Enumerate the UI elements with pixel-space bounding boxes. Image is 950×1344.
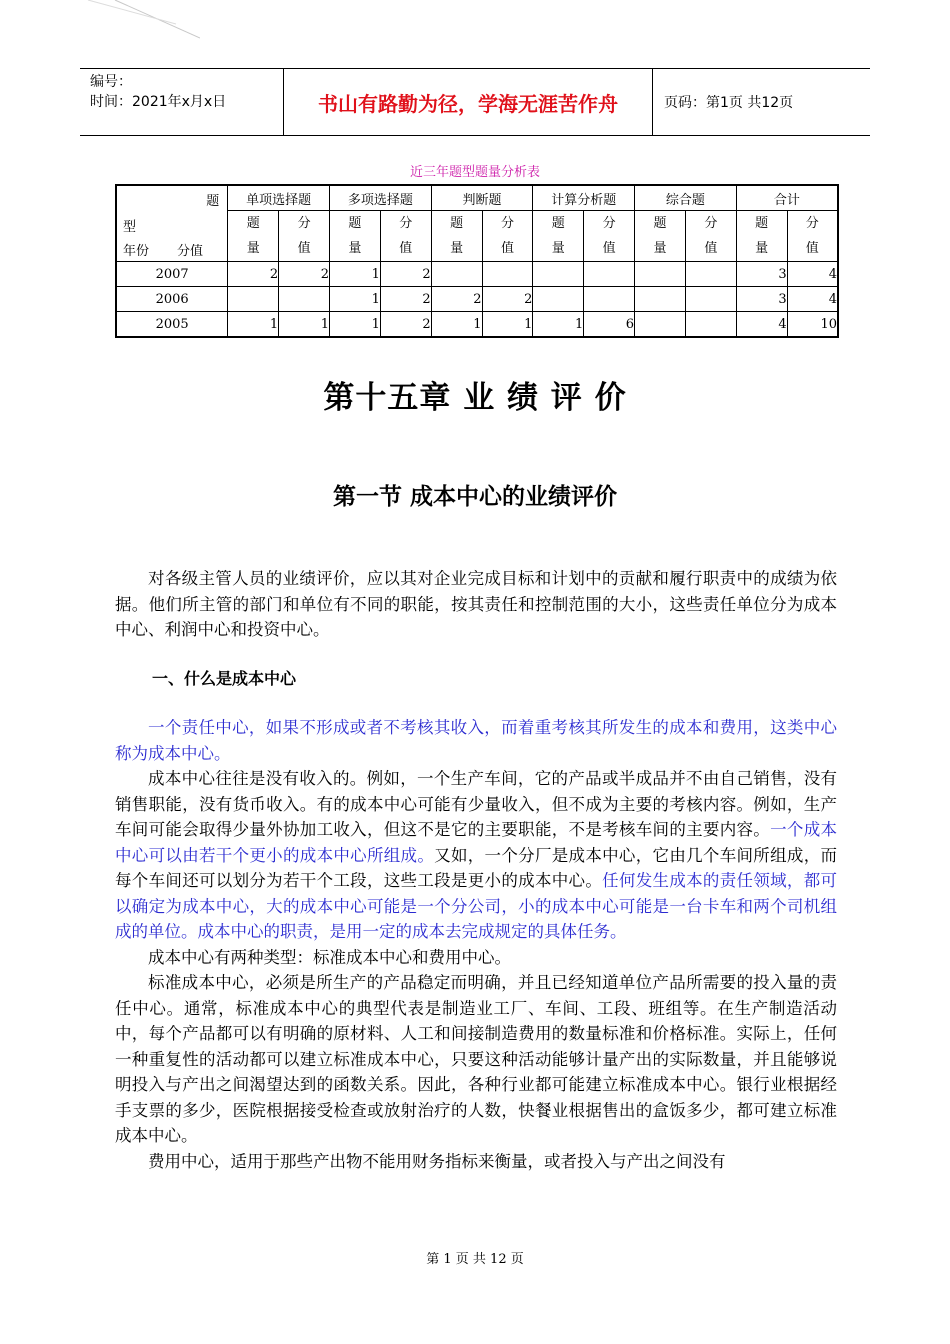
category-header: 单项选择题 [228, 185, 330, 211]
value-cell: 4 [787, 262, 838, 287]
intro-paragraph: 对各级主管人员的业绩评价，应以其对企业完成目标和计划中的贡献和履行职责中的成绩为依据。他们所主管的部门和单位有不同的职能，按其责任和控制范围的大小，这些责任单位分为成本中心、利润中心和投资中心。 [115, 569, 837, 639]
category-header: 计算分析题 [533, 185, 635, 211]
text-run: 成本中心往往是没有收入的。例如，一个生产车间，它的产品或半成品并不由自己销售，没有销售职能，没有货币收入。有的成本中心可能有少量收入，但不成为主要的考核内容。例如，生产车间可能会取得少量外协加工收入，但这不是它的主要职能，不是考核车间的主要内容。 [115, 769, 837, 839]
value-cell: 1 [431, 312, 482, 338]
sub-header-count: 题量 [431, 211, 482, 262]
header-meta [90, 72, 226, 112]
page-footer: 第 1 页 共 12 页 [426, 1252, 524, 1267]
definition-paragraph: 一个责任中心，如果不形成或者不考核其收入，而着重考核其所发生的成本和费用，这类中心称为成本中心。 [115, 718, 837, 763]
value-cell: 1 [330, 312, 381, 338]
sub-header-score: 分值 [787, 211, 838, 262]
heading-what-is-cost-center: 一、什么是成本中心 [152, 669, 297, 688]
corner-cell [116, 185, 228, 262]
value-cell: 2 [380, 312, 431, 338]
highlight-run: 任何发生成本的责任领域，都可以确定为成本中心，大的成本中心可能是一个分公司，小的成本中心可能是一台卡车和两个司机组成的单位。成本中心的职责，是用一定的成本去完成规定的具体任务。 [115, 871, 838, 941]
table-caption: 近三年题型题量分析表 [409, 165, 540, 180]
text-run: 又如，一个分厂是成本中心，它由几个车间所组成，而每个车间还可以划分为若干个工段，这些工段是更小的成本中心。 [115, 845, 838, 890]
value-cell: 2 [431, 287, 482, 312]
corner-bottom-right: 分值 [177, 244, 204, 259]
category-header: 综合题 [635, 185, 737, 211]
value-cell [584, 262, 635, 287]
body-paragraph: 成本中心有两种类型：标准成本中心和费用中心。 [148, 947, 511, 967]
value-cell: 2 [228, 262, 279, 287]
category-header: 多项选择题 [330, 185, 432, 211]
value-cell [533, 262, 584, 287]
corner-decoration [0, 0, 200, 60]
sub-header-count: 题量 [736, 211, 787, 262]
highlight-run: 一个成本中心可以由若干个更小的成本中心所组成。 [115, 820, 838, 865]
value-cell: 2 [380, 262, 431, 287]
section-title: 第一节 成本中心的业绩评价 [332, 484, 617, 510]
value-cell: 4 [787, 287, 838, 312]
value-cell: 1 [279, 312, 330, 338]
sub-header-score: 分值 [279, 211, 330, 262]
value-cell: 1 [533, 312, 584, 338]
sub-header-score: 分值 [685, 211, 736, 262]
year-cell: 2005 [116, 312, 228, 338]
intro-block [115, 566, 837, 643]
table-row [116, 262, 838, 287]
value-cell [685, 312, 736, 338]
value-cell [685, 287, 736, 312]
chapter-title: 第十五章 业 绩 评 价 [323, 380, 627, 416]
category-header: 判断题 [431, 185, 533, 211]
corner-bottom-left: 年份 [123, 244, 150, 259]
sub-header-score: 分值 [380, 211, 431, 262]
body-paragraph: 标准成本中心，必须是所生产的产品稳定而明确，并且已经知道单位产品所需要的投入量的责任中心。通常，标准成本中心的典型代表是制造业工厂、车间、工段、班组等。在生产制造活动中，每个产品都可以有明确的原材料、人工和间接制造费用的数量标准和价格标准。实际上，任何一种重复性的活动都可以建立标准成本中心，只要这种活动能够计量产出的实际数量，并且能够说明投入与产出之间渴望达到的函数关系。因此，各种行业都可能建立标准成本中心。银行业根据经手支票的多少，医院根据接受检查或放射治疗的人数，快餐业根据售出的盒饭多少，都可建立标准成本中心。 [115, 973, 837, 1145]
table-row [116, 287, 838, 312]
time-label: 时间：2021年x月x日 [90, 94, 227, 110]
value-cell [635, 262, 686, 287]
value-cell [584, 287, 635, 312]
sub-header-count: 题量 [330, 211, 381, 262]
value-cell: 3 [736, 287, 787, 312]
category-header: 合计 [736, 185, 838, 211]
header-page-info: 页码：第1页 共12页 [664, 95, 794, 111]
sub-header-score: 分值 [584, 211, 635, 262]
sub-header-score: 分值 [482, 211, 533, 262]
number-label: 编号： [90, 74, 132, 90]
value-cell [635, 312, 686, 338]
value-cell: 3 [736, 262, 787, 287]
value-cell [635, 287, 686, 312]
corner-top: 题 [206, 194, 220, 209]
value-cell [431, 262, 482, 287]
body-paragraph: 费用中心，适用于那些产出物不能用财务指标来衡量，或者投入与产出之间没有 [148, 1151, 726, 1171]
value-cell [482, 262, 533, 287]
main-text [115, 715, 837, 1174]
year-cell: 2007 [116, 262, 228, 287]
value-cell: 2 [482, 287, 533, 312]
value-cell: 10 [787, 312, 838, 338]
value-cell: 1 [228, 312, 279, 338]
sub-header-count: 题量 [228, 211, 279, 262]
sub-header-count: 题量 [533, 211, 584, 262]
header-motto: 书山有路勤为径，学海无涯苦作舟 [283, 69, 653, 135]
value-cell: 1 [330, 287, 381, 312]
value-cell: 1 [330, 262, 381, 287]
value-cell [279, 287, 330, 312]
sub-header-count: 题量 [635, 211, 686, 262]
value-cell: 2 [380, 287, 431, 312]
year-cell: 2006 [116, 287, 228, 312]
value-cell [533, 287, 584, 312]
value-cell [685, 262, 736, 287]
corner-mid: 型 [123, 220, 137, 235]
body-paragraph [115, 766, 837, 945]
table-row [116, 312, 838, 338]
analysis-table [115, 184, 839, 338]
value-cell: 6 [584, 312, 635, 338]
value-cell: 4 [736, 312, 787, 338]
value-cell: 1 [482, 312, 533, 338]
value-cell: 2 [279, 262, 330, 287]
value-cell [228, 287, 279, 312]
page-header [80, 68, 870, 136]
